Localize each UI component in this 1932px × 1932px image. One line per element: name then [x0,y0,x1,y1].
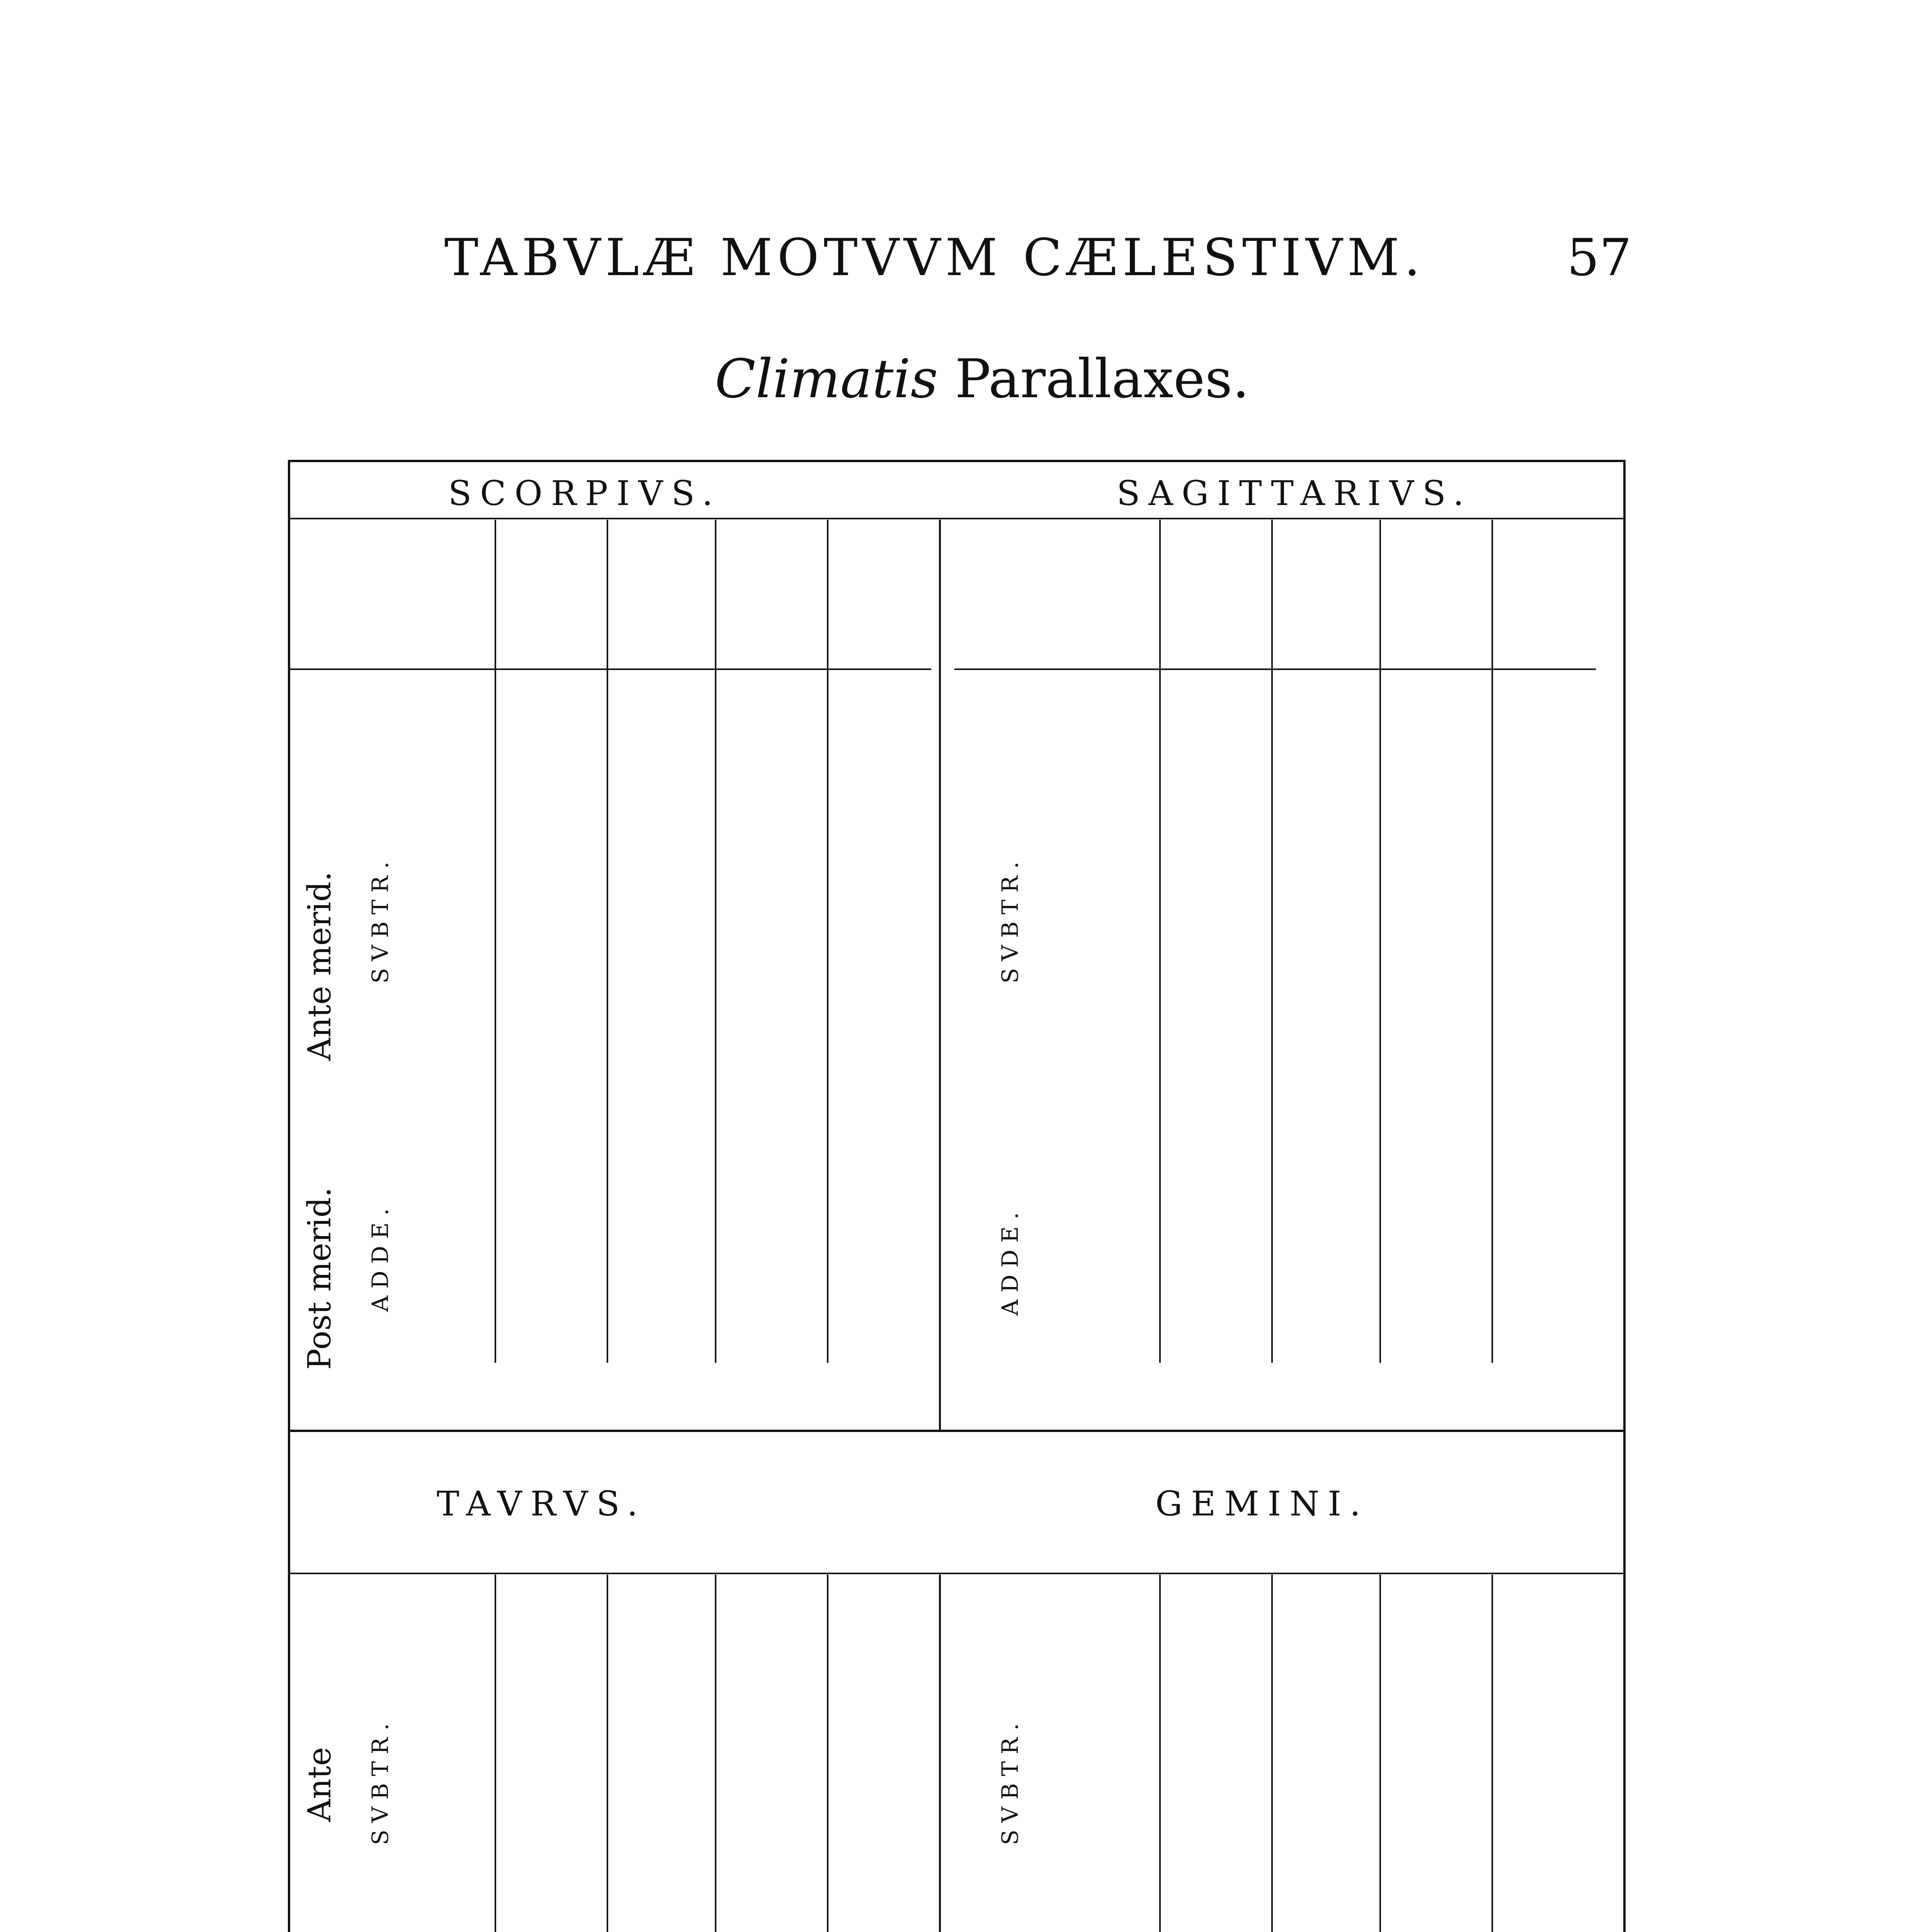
center-divider-bottom [939,1575,941,1932]
table-frame [288,460,1626,1932]
sign-title-taurus: TAVRVS. [437,1484,646,1524]
ante-label: Ante [301,1747,338,1822]
sign-title-rule-top [288,518,1623,519]
adde-label: ADDE. [367,1201,393,1312]
longit-col-rule [1271,1575,1273,1932]
latitud-col-rule [715,520,716,1363]
adde-label: ADDE. [997,1205,1023,1316]
center-divider-top [939,520,941,1430]
dist-col-rule [1159,520,1161,1363]
right-col-rule [1492,520,1493,1363]
mid-rule [288,1430,1623,1432]
sign-title-gemini: GEMINI. [1155,1484,1369,1524]
longit-col-rule [1271,520,1273,1363]
dist-col-rule [495,520,496,1363]
post-merid-label: Post merid. [301,1187,338,1370]
ante-merid-label: Ante merid. [301,871,338,1061]
header-rule [954,668,1596,670]
page-subtitle [715,348,1249,410]
right-col-rule [1492,1575,1493,1932]
latitud-col-rule [715,1575,716,1932]
subtra-label: SVBTR. [367,854,393,983]
longit-col-rule [607,520,608,1363]
frame-top-rule [288,460,1623,462]
subtra-label: SVBTR. [367,1716,393,1845]
right-col-rule [827,520,828,1363]
subtitle-italic: Climatis [715,348,938,410]
dist-col-rule [1159,1575,1161,1932]
header-rule [290,668,931,670]
sign-title-rule-bottom [288,1573,1623,1574]
right-col-rule [827,1575,828,1932]
latitud-col-rule [1379,1575,1381,1932]
sign-title-sagittarius: SAGITTARIVS. [1117,473,1473,513]
running-head: TABVLÆ MOTVVM CÆLESTIVM. [444,228,1425,287]
subtra-label: SVBTR. [997,1716,1023,1845]
subtra-label: SVBTR. [997,854,1023,983]
latitud-col-rule [1379,520,1381,1363]
sign-title-scorpius: SCORPIVS. [448,473,721,513]
dist-col-rule [495,1575,496,1932]
page-number: 57 [1567,228,1632,287]
subtitle-rest: Parallaxes. [955,348,1250,410]
longit-col-rule [607,1575,608,1932]
